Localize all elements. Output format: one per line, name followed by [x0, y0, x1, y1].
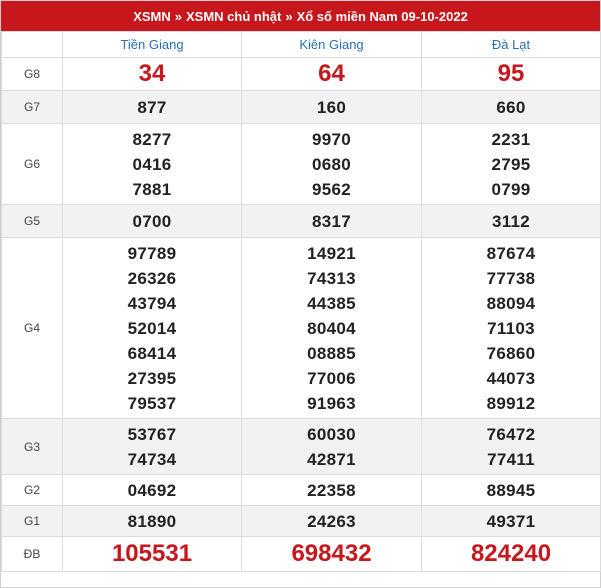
prize-cell — [422, 124, 601, 205]
province-name: Kiên Giang — [242, 32, 422, 58]
prize-label: G7 — [2, 91, 63, 124]
prize-cell — [63, 91, 242, 124]
prize-row-g5 — [2, 205, 601, 238]
prize-number: 77738 — [486, 268, 536, 288]
prize-row-g7 — [2, 91, 601, 124]
prize-number: 71103 — [487, 318, 535, 338]
prize-cell — [422, 205, 601, 238]
prize-number: 77411 — [487, 449, 535, 469]
prize-number: 3112 — [491, 211, 531, 231]
prize-label: G8 — [2, 58, 63, 91]
prize-number: 8317 — [311, 211, 352, 231]
prize-number: 08885 — [307, 343, 356, 363]
prize-number: 52014 — [127, 318, 177, 338]
prize-number: 87674 — [486, 243, 536, 263]
prize-number: 42871 — [307, 449, 356, 469]
prize-row-g2 — [2, 475, 601, 506]
results-table — [1, 31, 601, 572]
prize-number: 2795 — [491, 154, 531, 174]
prize-cell — [63, 475, 242, 506]
prize-cell — [63, 205, 242, 238]
breadcrumb-current: Xổ số miền Nam 09-10-2022 — [296, 8, 468, 24]
prize-number: 49371 — [486, 511, 536, 531]
prize-number: 0680 — [311, 154, 352, 174]
prize-number: 76860 — [486, 343, 536, 363]
prize-row-g3 — [2, 419, 601, 475]
prize-cell — [242, 124, 422, 205]
prize-number: 43794 — [127, 293, 177, 313]
prize-label: G4 — [2, 238, 63, 419]
prize-cell — [422, 506, 601, 537]
prize-number: 9562 — [311, 179, 352, 199]
prize-number: 76472 — [486, 424, 536, 444]
prize-cell — [242, 91, 422, 124]
breadcrumb — [1, 1, 600, 31]
prize-number: 68414 — [127, 343, 177, 363]
prize-number: 95 — [497, 60, 525, 87]
prize-cell — [242, 238, 422, 419]
prize-row-g6 — [2, 124, 601, 205]
prize-row-g8 — [2, 58, 601, 91]
prize-number: 53767 — [127, 424, 177, 444]
prize-number: 27395 — [127, 368, 177, 388]
prize-cell — [63, 124, 242, 205]
prize-number: 14921 — [307, 243, 356, 263]
breadcrumb-link-xsmn[interactable]: XSMN — [133, 8, 171, 24]
prize-number: 74313 — [307, 268, 356, 288]
prize-number: 660 — [496, 97, 526, 117]
prize-number: 77006 — [307, 368, 356, 388]
prize-cell — [242, 475, 422, 506]
prize-number: 04692 — [127, 480, 177, 500]
empty-corner-cell — [2, 32, 63, 58]
prize-cell — [63, 537, 242, 572]
prize-row-g1 — [2, 506, 601, 537]
prize-cell — [63, 58, 242, 91]
province-header-row — [2, 32, 601, 58]
prize-number: 44385 — [307, 293, 356, 313]
prize-number: 9970 — [311, 129, 352, 149]
prize-number: 81890 — [127, 511, 177, 531]
prize-cell — [242, 506, 422, 537]
prize-number: 2231 — [491, 129, 531, 149]
prize-label: G1 — [2, 506, 63, 537]
prize-cell — [63, 506, 242, 537]
prize-number: 80404 — [307, 318, 356, 338]
province-name: Đà Lạt — [422, 32, 601, 58]
prize-cell — [63, 419, 242, 475]
prize-label: G5 — [2, 205, 63, 238]
breadcrumb-link-sunday[interactable]: XSMN chủ nhật — [185, 8, 282, 24]
prize-number: 0416 — [132, 154, 172, 174]
prize-label: G6 — [2, 124, 63, 205]
prize-label: G2 — [2, 475, 63, 506]
prize-number: 0700 — [132, 211, 172, 231]
prize-cell — [422, 238, 601, 419]
prize-cell — [242, 205, 422, 238]
prize-number: 97789 — [127, 243, 177, 263]
prize-cell — [422, 91, 601, 124]
prize-cell — [242, 58, 422, 91]
prize-number: 34 — [138, 60, 166, 87]
prize-number: 88945 — [486, 480, 536, 500]
prize-cell — [242, 537, 422, 572]
prize-cell — [422, 58, 601, 91]
prize-number: 8277 — [132, 129, 172, 149]
prize-number: 24263 — [307, 511, 356, 531]
special-prize-number: 698432 — [291, 540, 372, 567]
prize-number: 60030 — [307, 424, 356, 444]
breadcrumb-separator: » — [174, 8, 182, 24]
prize-cell — [422, 537, 601, 572]
prize-number: 877 — [137, 97, 167, 117]
prize-row-special — [2, 537, 601, 572]
prize-number: 26326 — [127, 268, 177, 288]
breadcrumb-separator: » — [285, 8, 293, 24]
prize-label: ĐB — [2, 537, 63, 572]
prize-number: 22358 — [307, 480, 356, 500]
prize-cell — [422, 419, 601, 475]
special-prize-number: 105531 — [111, 540, 193, 567]
prize-number: 74734 — [127, 449, 177, 469]
prize-cell — [422, 475, 601, 506]
prize-cell — [63, 238, 242, 419]
prize-number: 0799 — [491, 179, 531, 199]
province-name: Tiền Giang — [63, 32, 242, 58]
prize-number: 79537 — [127, 393, 177, 413]
special-prize-number: 824240 — [470, 540, 552, 567]
prize-number: 89912 — [486, 393, 536, 413]
prize-cell — [242, 419, 422, 475]
prize-number: 64 — [318, 60, 345, 87]
prize-label: G3 — [2, 419, 63, 475]
prize-number: 7881 — [132, 179, 172, 199]
prize-number: 160 — [316, 97, 347, 117]
prize-row-g4 — [2, 238, 601, 419]
prize-number: 91963 — [307, 393, 356, 413]
prize-number: 88094 — [486, 293, 536, 313]
prize-number: 44073 — [486, 368, 536, 388]
